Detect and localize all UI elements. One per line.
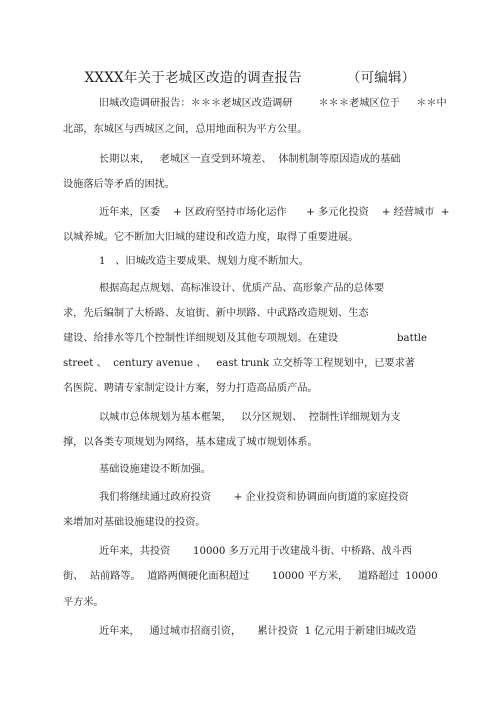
paragraph-line: 旧城改造调研报告：＊＊＊老城区改造调研 ＊＊＊老城区位于 ＊＊中: [99, 98, 447, 109]
paragraph-line: 近年来，共投资 10000 多万元用于改建战斗街、中桥路、战斗西: [99, 546, 412, 557]
paragraph-line: street 、 century avenue 、 east trunk 立交桥等工程规划中，已要求著: [63, 358, 415, 369]
paragraph-line: 设施落后等矛盾的困扰。: [63, 179, 176, 190]
paragraph-line: 以城养城。它不断加大旧城的建设和改造力度，取得了重要进展。: [63, 232, 359, 243]
paragraph-line: 近年来，区委 + 区政府坚持市场化运作 + 多元化投资 + 经营城市 +: [99, 207, 450, 218]
paragraph-line: 求，先后编制了大桥路、友谊街、新中坝路、中武路改造规划、生态: [63, 308, 369, 319]
paragraph-line: 名医院、聘请专家制定设计方案，努力打造高品质产品。: [63, 383, 318, 394]
paragraph-line: 建设、给排水等几个控制性详细规划及其他专项规划。在建设: [63, 333, 339, 344]
paragraph-line: 来增加对基础设施建设的投资。: [63, 517, 206, 528]
paragraph-word: battle: [397, 333, 428, 344]
paragraph-line: 根据高起点规划、高标准设计、优质产品、高形象产品的总体要: [99, 283, 385, 294]
paragraph-line: 撑，以各类专项规划为网络，基本建成了城市规划体系。: [63, 437, 318, 448]
paragraph-line: 北部，东城区与西城区之间，总用地面积为平方公里。: [63, 124, 308, 135]
paragraph-line: 近年来， 通过城市招商引资， 累计投资 1 亿元用于新建旧城改造: [99, 626, 417, 637]
paragraph-line: 我们将继续通过政府投资 + 企业投资和协调面向街道的家庭投资: [99, 492, 409, 503]
section-heading: 基础设施建设不断加强。: [99, 464, 212, 475]
paragraph-line: 平方米。: [63, 597, 104, 608]
paragraph-line: 以城市总体规划为基本框架， 以分区规划、 控制性详细规划为支: [99, 412, 401, 423]
paragraph-line: 长期以来， 老城区一直受到环境差、 体制机制等原因造成的基础: [99, 154, 401, 165]
paragraph-line: 街、 站前路等。 道路两侧硬化面积超过 10000 平方米， 道路超过 10000: [63, 571, 438, 582]
section-heading: 1 、旧城改造主要成果、规划力度不断加大。: [99, 256, 309, 267]
page-title: XXXX年关于老城区改造的调查报告 （可编辑）: [84, 70, 416, 86]
